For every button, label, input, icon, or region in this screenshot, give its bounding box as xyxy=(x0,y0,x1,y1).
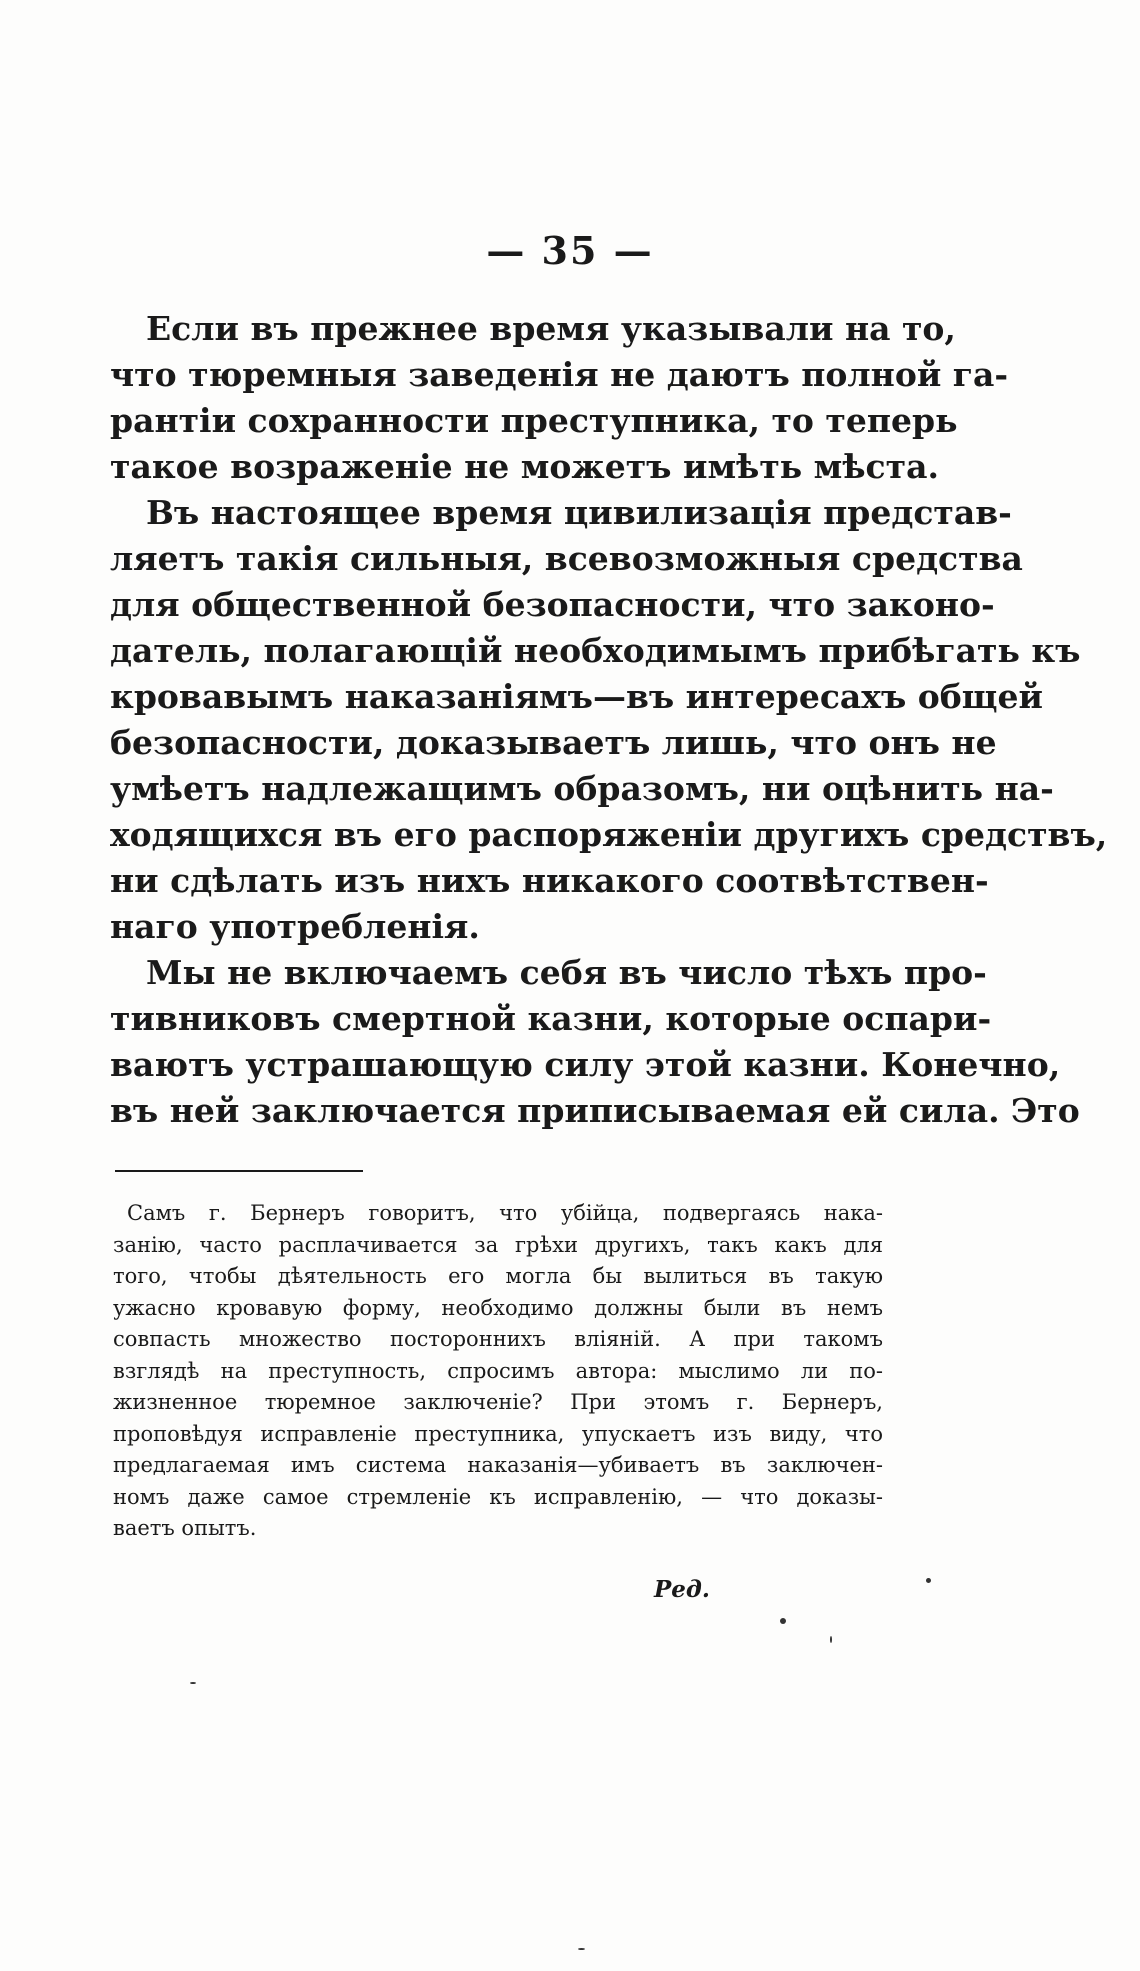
text-line: датель, полагающій необходимымъ прибѣгать къ xyxy=(110,631,1081,670)
text-line: въ ней заключается приписываемая ей сила. Это xyxy=(110,1091,1080,1130)
page-number: — 35 — xyxy=(486,228,654,273)
footnote xyxy=(113,1198,883,1545)
footnote-line: ваетъ опытъ. xyxy=(113,1516,257,1540)
print-speck xyxy=(190,1682,196,1684)
text-line: что тюремныя заведенія не даютъ полной га- xyxy=(110,355,1009,394)
paragraph-3 xyxy=(110,950,1080,1134)
text-line: рантіи сохранности преступника, то теперь xyxy=(110,401,958,440)
footnote-line: того, чтобы дѣятельность его могла бы вылиться въ такую xyxy=(113,1264,883,1288)
print-speck xyxy=(926,1578,931,1583)
text-line: такое возраженіе не можетъ имѣть мѣста. xyxy=(110,447,939,486)
text-line: Мы не включаемъ себя въ число тѣхъ про- xyxy=(146,953,987,992)
paragraph-1 xyxy=(110,306,1009,490)
footnote-signature: Ред. xyxy=(654,1576,710,1603)
footnote-line: предлагаемая имъ система наказанія—убиваетъ въ заключен- xyxy=(113,1453,883,1477)
text-line: ляетъ такія сильныя, всевозможныя средства xyxy=(110,539,1023,578)
text-line: для общественной безопасности, что законо- xyxy=(110,585,995,624)
text-line: умѣетъ надлежащимъ образомъ, ни оцѣнить на- xyxy=(110,769,1054,808)
footnote-line: совпасть множество постороннихъ вліяній. А при такомъ xyxy=(113,1327,883,1351)
footnote-line: проповѣдуя исправленіе преступника, упускаетъ изъ виду, что xyxy=(113,1421,883,1446)
print-speck xyxy=(578,1948,585,1950)
paragraph-2 xyxy=(110,490,1108,950)
text-line: ни сдѣлать изъ нихъ никакого соотвѣтствен- xyxy=(110,861,989,900)
text-line: Въ настоящее время цивилизація представ- xyxy=(146,493,1012,532)
print-speck xyxy=(780,1618,786,1624)
footnote-line: Самъ г. Бернеръ говоритъ, что убійца, подвергаясь нака- xyxy=(127,1201,883,1225)
footnote-line: занію, часто расплачивается за грѣхи другихъ, такъ какъ для xyxy=(113,1232,883,1257)
text-line: тивниковъ смертной казни, которые оспари- xyxy=(110,999,992,1038)
text-line: Если въ прежнее время указывали на то, xyxy=(146,309,956,348)
text-line: безопасности, доказываетъ лишь, что онъ не xyxy=(110,723,997,762)
footnote-line: номъ даже самое стремленіе къ исправленію, — что доказы- xyxy=(113,1484,883,1509)
footnote-line: ужасно кровавую форму, необходимо должны были въ немъ xyxy=(113,1295,883,1320)
text-line: ваютъ устрашающую силу этой казни. Конечно, xyxy=(110,1045,1061,1084)
main-text xyxy=(110,306,1108,1134)
footnote-line: взглядѣ на преступность, спросимъ автора: мыслимо ли по- xyxy=(113,1358,883,1383)
text-line: ходящихся въ его распоряженіи другихъ средствъ, xyxy=(110,815,1108,854)
print-speck xyxy=(830,1636,832,1643)
footnote-line: жизненное тюремное заключеніе? При этомъ г. Бернеръ, xyxy=(113,1390,883,1414)
text-line: наго употребленія. xyxy=(110,907,480,946)
footnote-divider xyxy=(115,1170,363,1172)
text-line: кровавымъ наказаніямъ—въ интересахъ общей xyxy=(110,677,1043,716)
